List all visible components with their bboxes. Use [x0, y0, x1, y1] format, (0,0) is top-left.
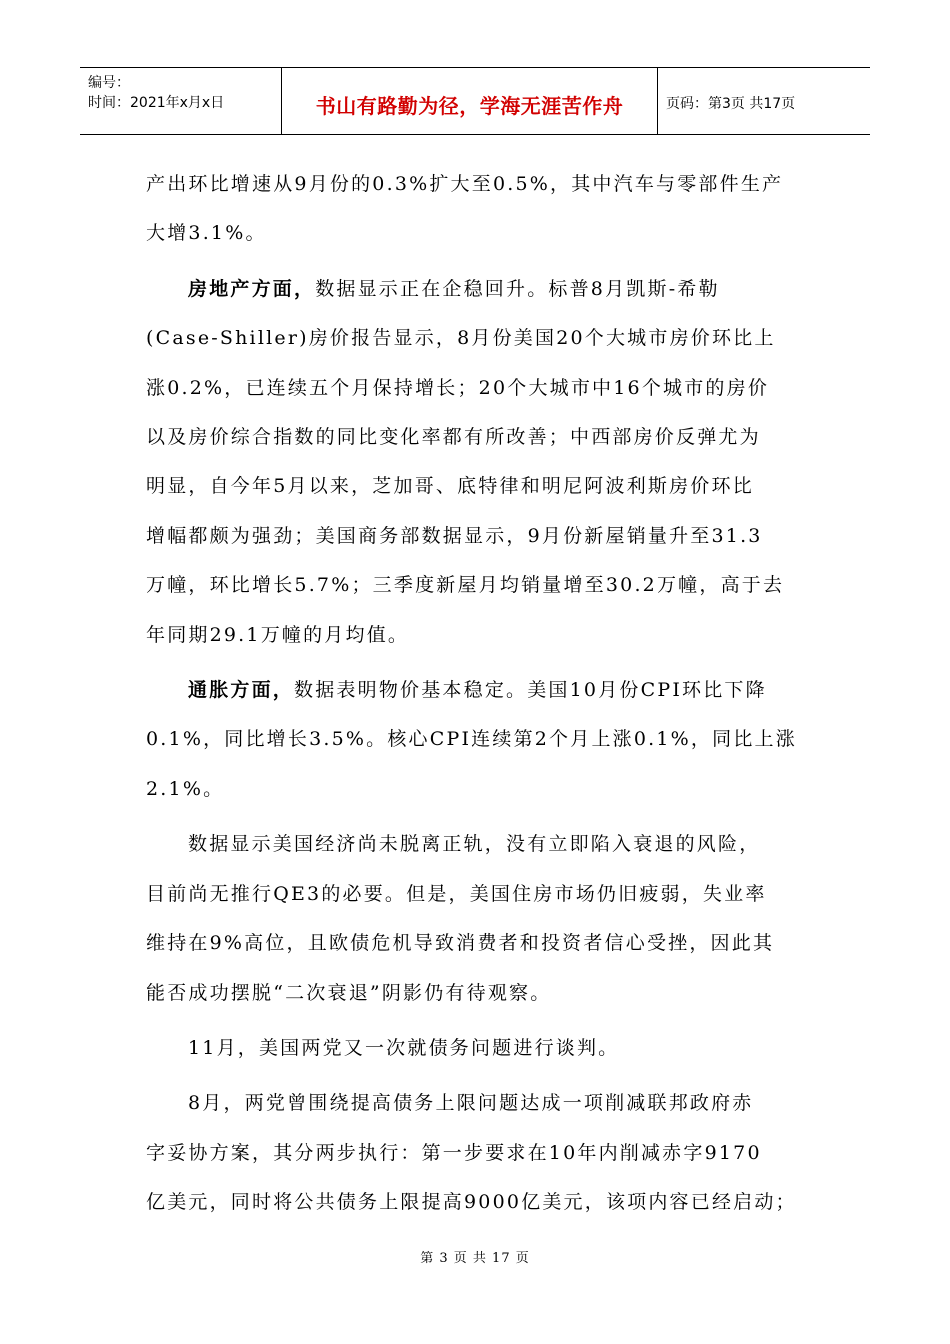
text-line: 目前尚无推行QE3的必要。但是，美国住房市场仍旧疲弱，失业率 [146, 882, 767, 905]
text-line: 维持在9%高位，且欧债危机导致消费者和投资者信心受挫，因此其 [146, 932, 775, 955]
paragraph-outlook [146, 820, 808, 1018]
header-page-info: 页码：第3页 共17页 [666, 96, 796, 112]
paragraph-heading: 通胀方面， [188, 679, 295, 702]
text-line [146, 666, 808, 715]
text-line: 明显，自今年5月以来，芝加哥、底特律和明尼阿波利斯房价环比 [146, 475, 754, 498]
text-line: 0.1%，同比增长3.5%。核心CPI连续第2个月上涨0.1%，同比上涨 [146, 728, 797, 751]
paragraph-debt-talks [146, 1024, 808, 1073]
page-header [80, 67, 870, 135]
paragraph-inflation [146, 666, 808, 814]
text-line: 能否成功摆脱“二次衰退”阴影仍有待观察。 [146, 981, 552, 1004]
text-line: 2.1%。 [146, 777, 225, 800]
header-motto: 书山有路勤为径，学海无涯苦作舟 [315, 93, 624, 118]
text-line: (Case-Shiller)房价报告显示，8月份美国20个大城市房价环比上 [146, 327, 776, 350]
text-line: 增幅都颇为强劲；美国商务部数据显示，9月份新屋销量升至31.3 [146, 524, 763, 547]
text-line [146, 265, 808, 314]
text-line: 以及房价综合指数的同比变化率都有所改善；中西部房价反弹尤为 [146, 426, 761, 449]
paragraph-debt-ceiling [146, 1079, 808, 1227]
text-span: 数据显示正在企稳回升。标普8月凯斯-希勒 [315, 277, 720, 300]
paragraph-industrial-output [146, 160, 808, 259]
text-line: 数据显示美国经济尚未脱离正轨，没有立即陷入衰退的风险， [188, 833, 761, 856]
text-line: 11月，美国两党又一次就债务问题进行谈判。 [188, 1036, 620, 1059]
document-body [146, 160, 808, 1228]
text-line: 8月，两党曾围绕提高债务上限问题达成一项削减联邦政府赤 [188, 1092, 754, 1115]
text-line: 字妥协方案，其分两步执行：第一步要求在10年内削减赤字9170 [146, 1141, 762, 1164]
document-number-label: 编号： [88, 75, 130, 91]
text-line: 涨0.2%，已连续五个月保持增长；20个大城市中16个城市的房价 [146, 376, 770, 399]
page-footer: 第 3 页 共 17 页 [420, 1251, 530, 1266]
text-line: 亿美元，同时将公共债务上限提高9000亿美元，该项内容已经启动； [146, 1191, 797, 1214]
document-date: 时间：2021年x月x日 [88, 95, 225, 111]
header-motto-cell [282, 68, 658, 134]
text-line: 大增3.1%。 [146, 222, 267, 245]
text-line: 万幢，环比增长5.7%；三季度新屋月均销量增至30.2万幢，高于去 [146, 574, 785, 597]
text-line: 年同期29.1万幢的月均值。 [146, 623, 410, 646]
paragraph-real-estate [146, 265, 808, 660]
text-span: 数据表明物价基本稳定。美国10月份CPI环比下降 [294, 679, 767, 702]
header-meta [80, 68, 282, 134]
paragraph-heading: 房地产方面， [188, 277, 316, 300]
text-line: 产出环比增速从9月份的0.3%扩大至0.5%，其中汽车与零部件生产 [146, 173, 784, 195]
